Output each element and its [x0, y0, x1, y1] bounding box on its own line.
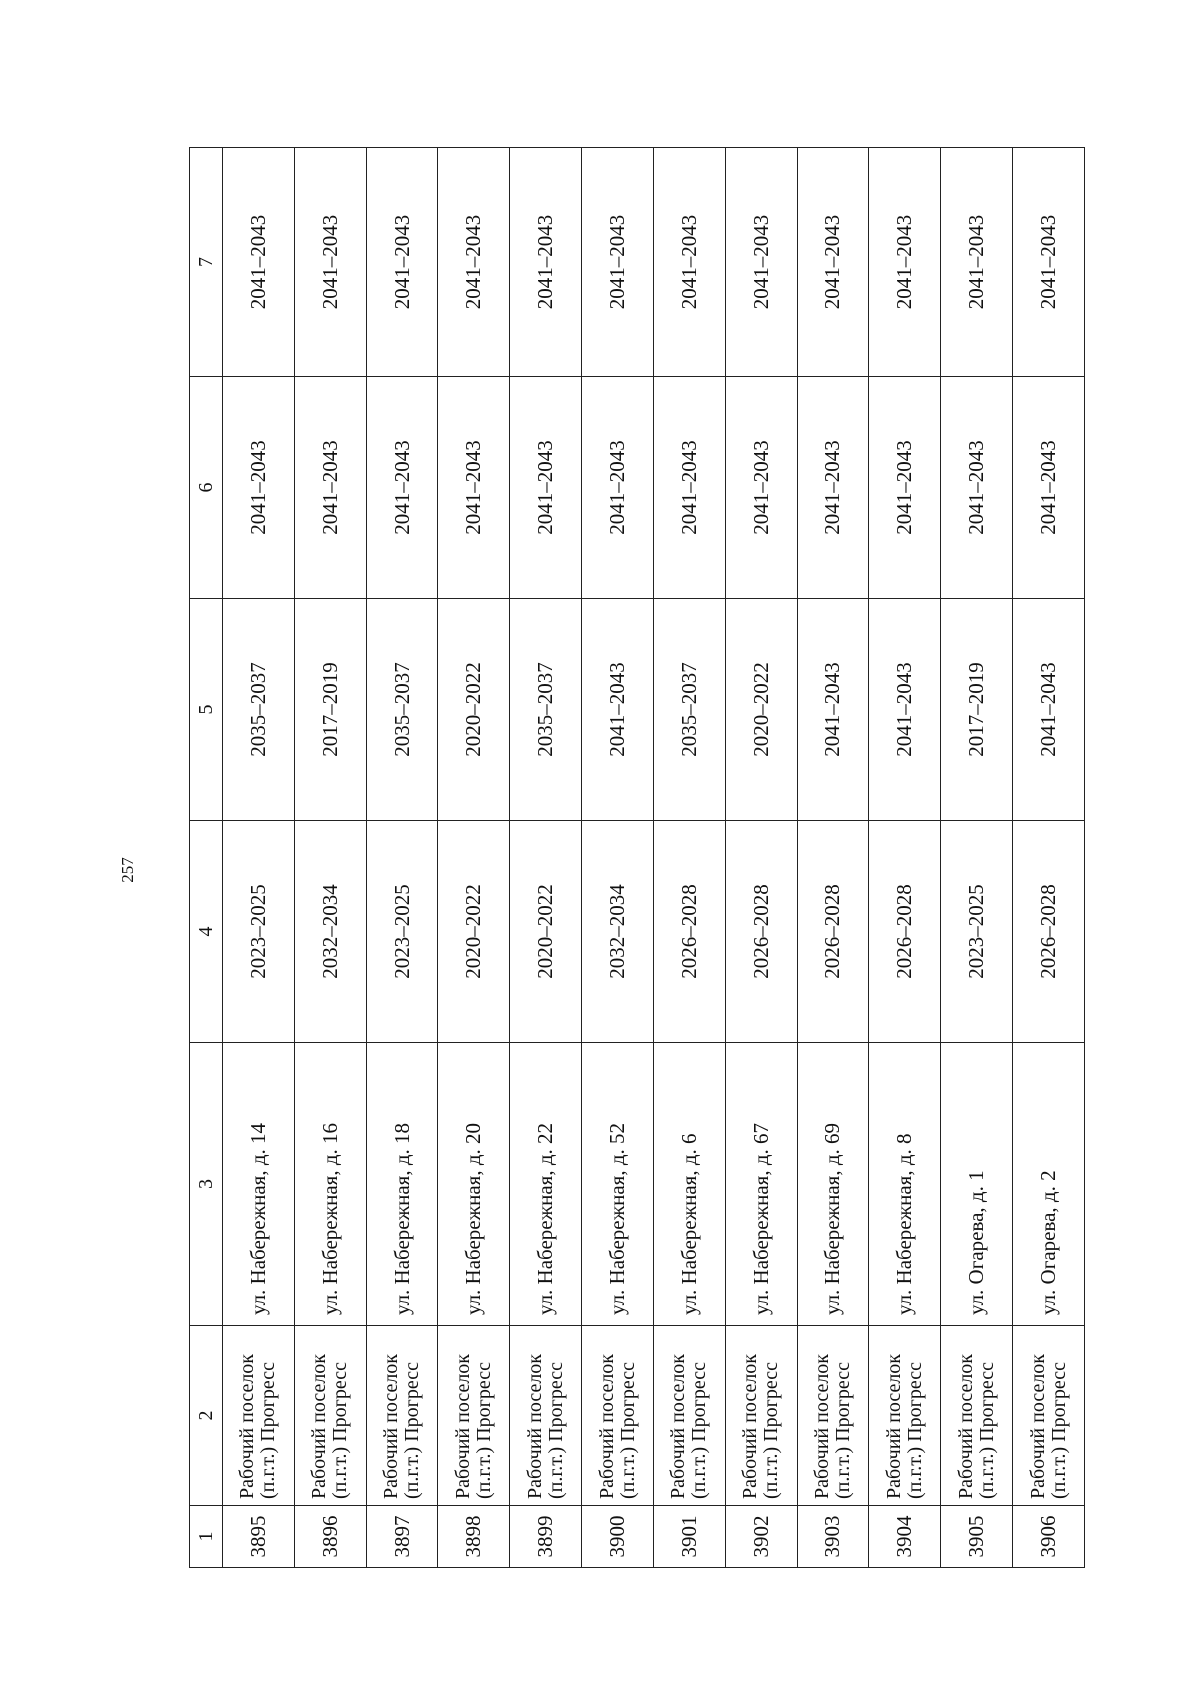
settlement-cell — [653, 1326, 725, 1506]
period-cell-col6: 2041–2043 — [653, 377, 725, 599]
table-row — [653, 148, 725, 1568]
period-cell-col7: 2041–2043 — [366, 148, 438, 377]
period-cell-col4: 2023–2025 — [223, 821, 295, 1043]
period-cell-col5: 2020–2022 — [725, 599, 797, 821]
period-cell-col4: 2032–2034 — [294, 821, 366, 1043]
period-cell-col6: 2041–2043 — [223, 377, 295, 599]
settlement-cell — [294, 1326, 366, 1506]
table-body — [223, 148, 1085, 1568]
period-cell-col7: 2041–2043 — [797, 148, 869, 377]
column-header: 3 — [190, 1043, 223, 1326]
schedule-table — [189, 147, 1085, 1568]
period-cell-col6: 2041–2043 — [366, 377, 438, 599]
row-number-cell: 3903 — [797, 1506, 869, 1568]
settlement-line: (п.г.т.) Прогресс — [832, 1362, 855, 1499]
period-cell-col4: 2032–2034 — [582, 821, 654, 1043]
period-cell-col7: 2041–2043 — [1013, 148, 1085, 377]
column-header: 2 — [190, 1326, 223, 1506]
period-cell-col4: 2023–2025 — [366, 821, 438, 1043]
period-cell-col4: 2020–2022 — [510, 821, 582, 1043]
period-cell-col7: 2041–2043 — [653, 148, 725, 377]
table-row — [510, 148, 582, 1568]
row-number-cell: 3897 — [366, 1506, 438, 1568]
settlement-line: (п.г.т.) Прогресс — [544, 1362, 567, 1499]
period-cell-col4: 2026–2028 — [1013, 821, 1085, 1043]
settlement-cell — [941, 1326, 1013, 1506]
table-container — [189, 148, 1085, 1568]
period-cell-col7: 2041–2043 — [438, 148, 510, 377]
row-number-cell: 3898 — [438, 1506, 510, 1568]
address-cell: ул. Набережная, д. 52 — [582, 1043, 654, 1326]
settlement-cell — [582, 1326, 654, 1506]
settlement-line: (п.г.т.) Прогресс — [472, 1362, 495, 1499]
table-row — [725, 148, 797, 1568]
settlement-cell — [1013, 1326, 1085, 1506]
table-row — [582, 148, 654, 1568]
address-cell: ул. Набережная, д. 16 — [294, 1043, 366, 1326]
address-cell: ул. Набережная, д. 22 — [510, 1043, 582, 1326]
period-cell-col6: 2041–2043 — [294, 377, 366, 599]
row-number-cell: 3896 — [294, 1506, 366, 1568]
address-cell: ул. Огарева, д. 2 — [1013, 1043, 1085, 1326]
column-header: 6 — [190, 377, 223, 599]
period-cell-col5: 2035–2037 — [366, 599, 438, 821]
settlement-line: (п.г.т.) Прогресс — [401, 1362, 424, 1499]
row-number-cell: 3900 — [582, 1506, 654, 1568]
settlement-line: Рабочий поселок — [1026, 1353, 1049, 1499]
row-number-cell: 3906 — [1013, 1506, 1085, 1568]
row-number-cell: 3905 — [941, 1506, 1013, 1568]
period-cell-col7: 2041–2043 — [725, 148, 797, 377]
settlement-line: (п.г.т.) Прогресс — [903, 1362, 926, 1499]
period-cell-col6: 2041–2043 — [797, 377, 869, 599]
period-cell-col6: 2041–2043 — [941, 377, 1013, 599]
settlement-line: (п.г.т.) Прогресс — [1047, 1362, 1070, 1499]
period-cell-col5: 2035–2037 — [223, 599, 295, 821]
address-cell: ул. Набережная, д. 14 — [223, 1043, 295, 1326]
column-header: 4 — [190, 821, 223, 1043]
settlement-line: Рабочий поселок — [308, 1353, 331, 1499]
settlement-line: Рабочий поселок — [595, 1353, 618, 1499]
address-cell: ул. Набережная, д. 18 — [366, 1043, 438, 1326]
period-cell-col7: 2041–2043 — [294, 148, 366, 377]
table-row — [869, 148, 941, 1568]
period-cell-col6: 2041–2043 — [725, 377, 797, 599]
table-row — [941, 148, 1013, 1568]
period-cell-col5: 2017–2019 — [941, 599, 1013, 821]
period-cell-col4: 2026–2028 — [725, 821, 797, 1043]
address-cell: ул. Огарева, д. 1 — [941, 1043, 1013, 1326]
period-cell-col5: 2035–2037 — [510, 599, 582, 821]
period-cell-col7: 2041–2043 — [510, 148, 582, 377]
period-cell-col6: 2041–2043 — [582, 377, 654, 599]
period-cell-col7: 2041–2043 — [869, 148, 941, 377]
period-cell-col4: 2026–2028 — [869, 821, 941, 1043]
period-cell-col4: 2020–2022 — [438, 821, 510, 1043]
row-number-cell: 3895 — [223, 1506, 295, 1568]
settlement-line: Рабочий поселок — [451, 1353, 474, 1499]
column-header: 1 — [190, 1506, 223, 1568]
settlement-cell — [797, 1326, 869, 1506]
settlement-line: (п.г.т.) Прогресс — [616, 1362, 639, 1499]
settlement-line: (п.г.т.) Прогресс — [688, 1362, 711, 1499]
settlement-line: Рабочий поселок — [667, 1353, 690, 1499]
settlement-line: Рабочий поселок — [380, 1353, 403, 1499]
period-cell-col7: 2041–2043 — [582, 148, 654, 377]
period-cell-col7: 2041–2043 — [941, 148, 1013, 377]
settlement-line: (п.г.т.) Прогресс — [760, 1362, 783, 1499]
header-row — [190, 148, 223, 1568]
settlement-cell — [438, 1326, 510, 1506]
address-cell: ул. Набережная, д. 8 — [869, 1043, 941, 1326]
period-cell-col4: 2026–2028 — [797, 821, 869, 1043]
period-cell-col5: 2017–2019 — [294, 599, 366, 821]
settlement-line: Рабочий поселок — [954, 1353, 977, 1499]
settlement-cell — [223, 1326, 295, 1506]
settlement-line: (п.г.т.) Прогресс — [329, 1362, 352, 1499]
page-number: 257 — [118, 857, 137, 883]
period-cell-col6: 2041–2043 — [869, 377, 941, 599]
address-cell: ул. Набережная, д. 69 — [797, 1043, 869, 1326]
settlement-line: Рабочий поселок — [811, 1353, 834, 1499]
settlement-cell — [869, 1326, 941, 1506]
settlement-cell — [510, 1326, 582, 1506]
settlement-cell — [725, 1326, 797, 1506]
period-cell-col5: 2041–2043 — [582, 599, 654, 821]
period-cell-col6: 2041–2043 — [510, 377, 582, 599]
period-cell-col5: 2041–2043 — [1013, 599, 1085, 821]
settlement-line: (п.г.т.) Прогресс — [975, 1362, 998, 1499]
period-cell-col4: 2023–2025 — [941, 821, 1013, 1043]
settlement-line: Рабочий поселок — [523, 1353, 546, 1499]
row-number-cell: 3902 — [725, 1506, 797, 1568]
column-header: 7 — [190, 148, 223, 377]
table-row — [797, 148, 869, 1568]
column-header: 5 — [190, 599, 223, 821]
settlement-line: Рабочий поселок — [882, 1353, 905, 1499]
period-cell-col6: 2041–2043 — [1013, 377, 1085, 599]
row-number-cell: 3899 — [510, 1506, 582, 1568]
period-cell-col5: 2041–2043 — [797, 599, 869, 821]
table-row — [438, 148, 510, 1568]
table-row — [223, 148, 295, 1568]
period-cell-col5: 2041–2043 — [869, 599, 941, 821]
table-row — [366, 148, 438, 1568]
address-cell: ул. Набережная, д. 6 — [653, 1043, 725, 1326]
period-cell-col4: 2026–2028 — [653, 821, 725, 1043]
settlement-line: (п.г.т.) Прогресс — [257, 1362, 280, 1499]
table-row — [294, 148, 366, 1568]
period-cell-col7: 2041–2043 — [223, 148, 295, 377]
period-cell-col6: 2041–2043 — [438, 377, 510, 599]
period-cell-col5: 2020–2022 — [438, 599, 510, 821]
period-cell-col5: 2035–2037 — [653, 599, 725, 821]
settlement-line: Рабочий поселок — [739, 1353, 762, 1499]
table-row — [1013, 148, 1085, 1568]
address-cell: ул. Набережная, д. 67 — [725, 1043, 797, 1326]
row-number-cell: 3901 — [653, 1506, 725, 1568]
settlement-line: Рабочий поселок — [236, 1353, 259, 1499]
settlement-cell — [366, 1326, 438, 1506]
address-cell: ул. Набережная, д. 20 — [438, 1043, 510, 1326]
row-number-cell: 3904 — [869, 1506, 941, 1568]
